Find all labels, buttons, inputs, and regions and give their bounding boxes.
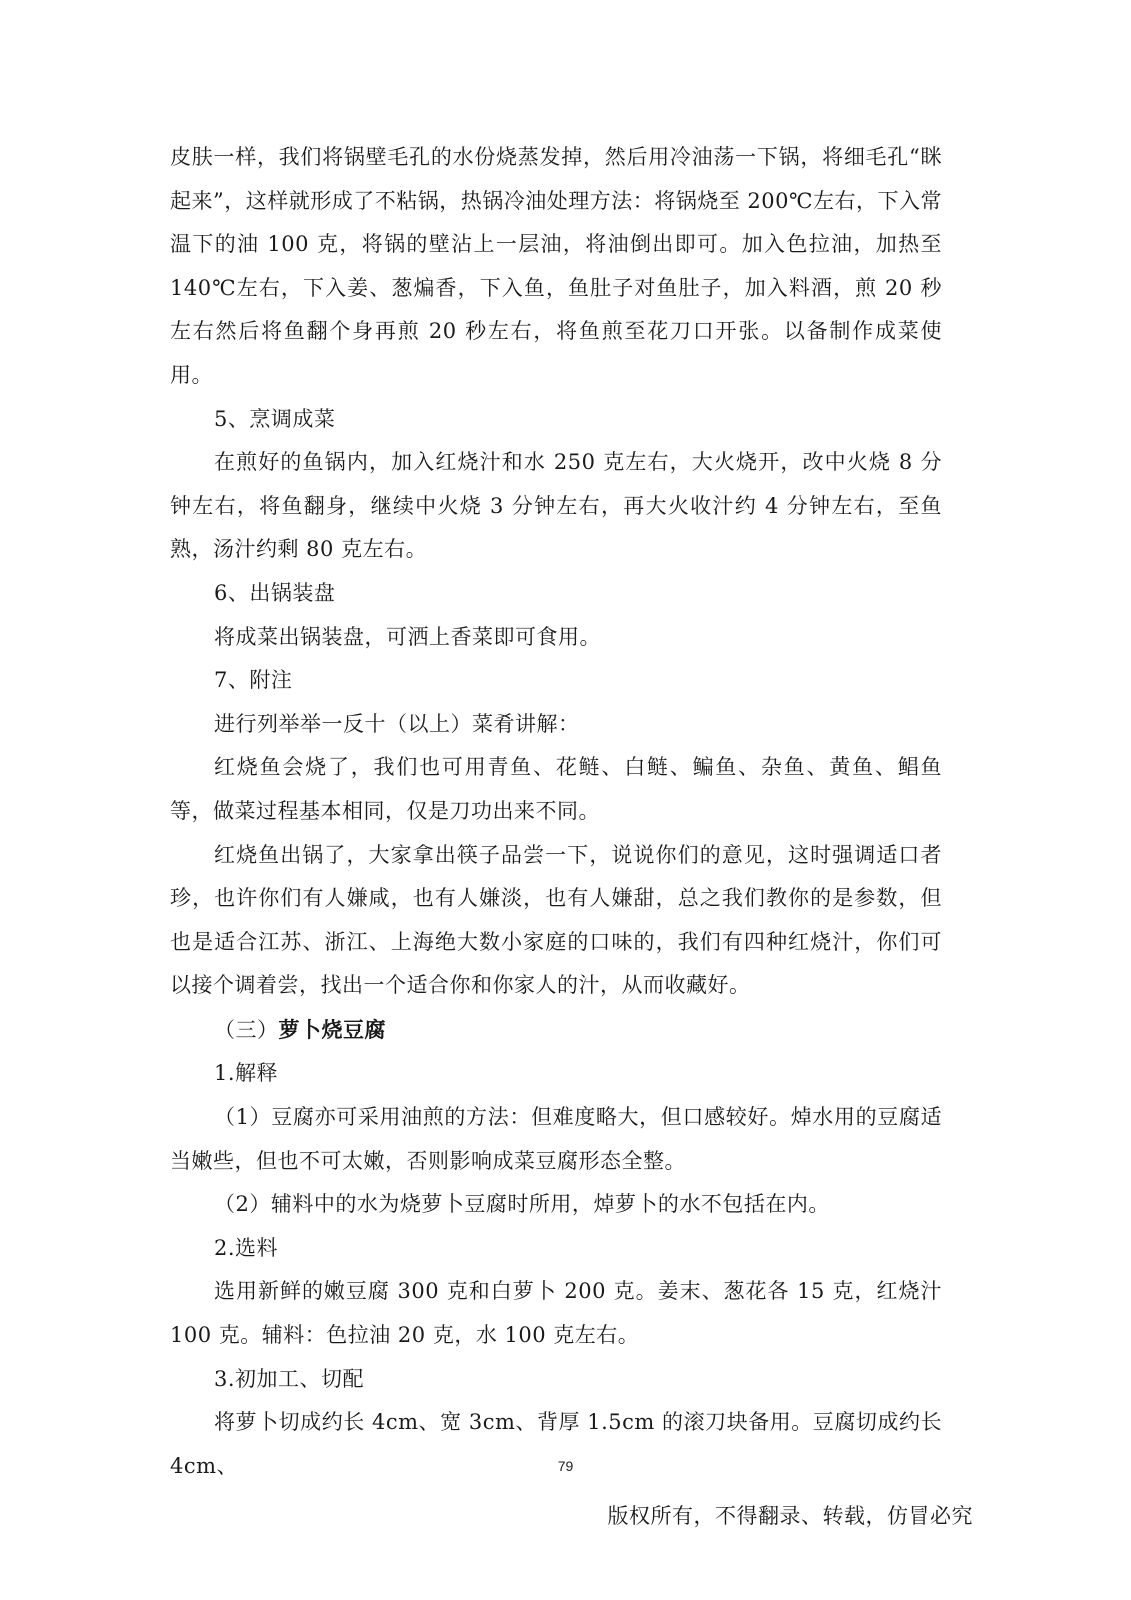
paragraph-notes-tasting: 红烧鱼出锅了，大家拿出筷子品尝一下，说说你们的意见，这时强调适口者珍，也许你们有人嫌咸，也有人嫌淡，也有人嫌甜，总之我们教你的是参数，但也是适合江苏、浙江、上海绝大数小家庭的口味的，我们有四种红烧汁，你们可以接个调着尝，找出一个适合你和你家人的汁，从而收藏好。 (170, 842, 942, 998)
paragraph-prep: 将萝卜切成约长 4cm、宽 3cm、背厚 1.5cm 的滚刀块备用。豆腐切成约长 4cm、 (170, 1410, 942, 1478)
paragraph-plate: 将成菜出锅装盘，可洒上香菜即可食用。 (214, 624, 601, 649)
step-heading-prep: 3.初加工、切配 (214, 1366, 365, 1391)
body-content (170, 136, 942, 1488)
paragraph-intro-continued: 皮肤一样，我们将锅壁毛孔的水份烧蒸发掉，然后用冷油荡一下锅，将细毛孔“眯起来”，这样就形成了不粘锅，热锅冷油处理方法：将锅烧至 200℃左右，下入常温下的油 100 克，将锅的壁沾上一层油，将油倒出即可。加入色拉油，加热至 140℃左右，下入姜、葱煸香，下入鱼，鱼肚子对鱼肚子，加入料酒，煎 20 秒左右然后将鱼翻个身再煎 20 秒左右，将鱼煎至花刀口开张。以备制作成菜使用。 (170, 145, 942, 387)
section-title-text: 萝卜烧豆腐 (278, 1016, 386, 1042)
section-title (170, 1008, 942, 1053)
paragraph-ingredients: 选用新鲜的嫩豆腐 300 克和白萝卜 200 克。姜末、葱花各 15 克，红烧汁 100 克。辅料：色拉油 20 克，水 100 克左右。 (170, 1279, 942, 1348)
paragraph-notes-fish-variants: 红烧鱼会烧了，我们也可用青鱼、花鲢、白鲢、鳊鱼、杂鱼、黄鱼、鲳鱼等，做菜过程基本相同，仅是刀功出来不同。 (170, 755, 942, 823)
paragraph-cook: 在煎好的鱼锅内，加入红烧汁和水 250 克左右，大火烧开，改中火烧 8 分钟左右，将鱼翻身，继续中火烧 3 分钟左右，再大火收汁约 4 分钟左右，至鱼熟，汤汁约剩 80 克左右。 (170, 450, 942, 562)
section-title-prefix: （三） (214, 1017, 279, 1042)
step-heading-plate: 6、出锅装盘 (214, 580, 336, 605)
step-heading-ingredients: 2.选料 (214, 1235, 279, 1260)
step-heading-explain: 1.解释 (214, 1061, 279, 1086)
step-heading-cook: 5、烹调成菜 (214, 406, 336, 431)
copyright-notice: 版权所有，不得翻录、转载，仿冒必究 (607, 1504, 973, 1528)
step-heading-notes: 7、附注 (214, 668, 293, 693)
paragraph-explain-1: （1）豆腐亦可采用油煎的方法：但难度略大，但口感较好。焯水用的豆腐适当嫩些，但也不可太嫩，否则影响成菜豆腐形态全整。 (170, 1105, 942, 1173)
page-number: 79 (557, 1458, 574, 1474)
paragraph-explain-2: （2）辅料中的水为烧萝卜豆腐时所用，焯萝卜的水不包括在内。 (214, 1192, 830, 1217)
paragraph-notes-intro: 进行列举举一反十（以上）菜肴讲解： (214, 711, 580, 736)
